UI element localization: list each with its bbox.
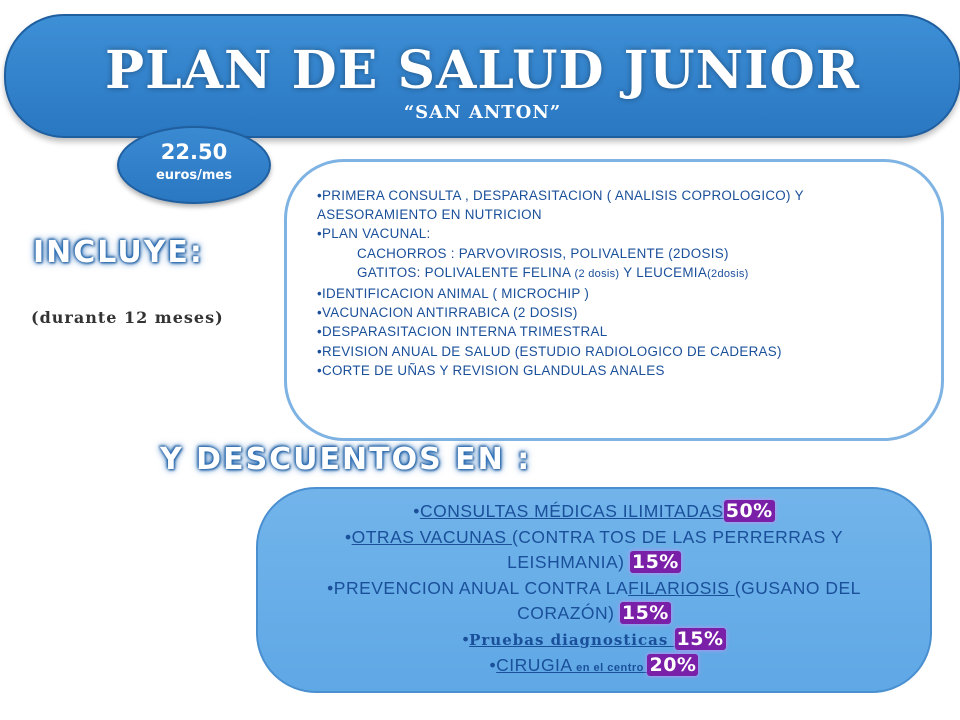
list-item: CACHORROS : PARVOVIROSIS, POLIVALENTE (2DOSIS) <box>357 245 729 261</box>
price-bubble <box>117 126 271 204</box>
discount-detail: (CONTRA TOS DE LAS PERRERRAS Y LEISHMANIA) <box>507 526 844 572</box>
cats-leukemia-label: Y LEUCEMIA <box>623 264 708 280</box>
cats-dose-label: (2 dosis) <box>574 267 620 280</box>
list-item: •IDENTIFICACION ANIMAL ( MICROCHIP ) <box>317 286 590 302</box>
discount-item <box>288 525 900 576</box>
page-subtitle: “SAN ANTON” <box>403 102 562 123</box>
list-item: •PRIMERA CONSULTA , DESPARASITACION ( ANALISIS COPROLOGICO) Y ASESORAMIENTO EN NUTRICION <box>317 188 804 223</box>
bullet: • <box>462 628 470 649</box>
discount-percent-badge: 15% <box>676 627 724 650</box>
discount-link-pruebas[interactable]: Pruebas diagnosticas <box>469 630 675 649</box>
list-item: •REVISION ANUAL DE SALUD (ESTUDIO RADIOLOGICO DE CADERAS) <box>317 343 782 359</box>
discount-item <box>288 499 900 525</box>
discount-prefix: •PREVENCION ANUAL CONTRA LA <box>327 577 629 598</box>
includes-list <box>317 186 917 380</box>
list-item: •PLAN VACUNAL: <box>317 226 431 242</box>
discount-percent-badge: 15% <box>631 551 679 573</box>
cats-leukemia-dose-label: (2dosis) <box>707 267 749 280</box>
discount-percent-badge: 50% <box>725 500 773 522</box>
title-banner <box>4 14 960 138</box>
duration-label: (durante 12 meses) <box>31 308 224 327</box>
discounts-box <box>256 487 932 693</box>
bullet: • <box>344 526 352 547</box>
list-item: •VACUNACION ANTIRRABICA (2 DOSIS) <box>317 305 578 321</box>
discount-link-cirugia[interactable]: CIRUGIA <box>496 655 573 675</box>
discount-link-centro[interactable]: en el centro <box>572 662 648 674</box>
discount-percent-badge: 15% <box>621 602 669 624</box>
list-item <box>317 263 917 284</box>
discount-detail: (GUSANO DEL CORAZÓN) <box>517 577 861 623</box>
discount-percent-badge: 20% <box>649 654 697 676</box>
includes-box <box>284 159 944 441</box>
discount-item <box>288 653 900 682</box>
discount-item <box>288 576 900 627</box>
discounts-list <box>288 499 900 682</box>
page-title: PLAN DE SALUD JUNIOR <box>105 40 860 101</box>
bullet: • <box>413 501 420 521</box>
price-amount: 22.50 <box>160 140 228 164</box>
price-unit: euros/mes <box>155 168 232 183</box>
list-item: •DESPARASITACION INTERNA TRIMESTRAL <box>317 324 608 340</box>
discount-item <box>288 627 900 654</box>
discount-link-consultas[interactable]: CONSULTAS MÉDICAS ILIMITADAS <box>419 501 724 521</box>
cats-vaccine-label: GATITOS: POLIVALENTE FELINA <box>357 264 571 280</box>
list-item: •CORTE DE UÑAS Y REVISION GLANDULAS ANALES <box>317 362 665 378</box>
includes-heading: INCLUYE: <box>33 235 204 270</box>
discount-link-filariosis[interactable]: FILARIOSIS <box>628 577 735 598</box>
discounts-heading: Y DESCUENTOS EN : <box>160 442 532 477</box>
discount-link-vacunas[interactable]: OTRAS VACUNAS <box>351 526 512 547</box>
bullet: • <box>489 655 497 675</box>
